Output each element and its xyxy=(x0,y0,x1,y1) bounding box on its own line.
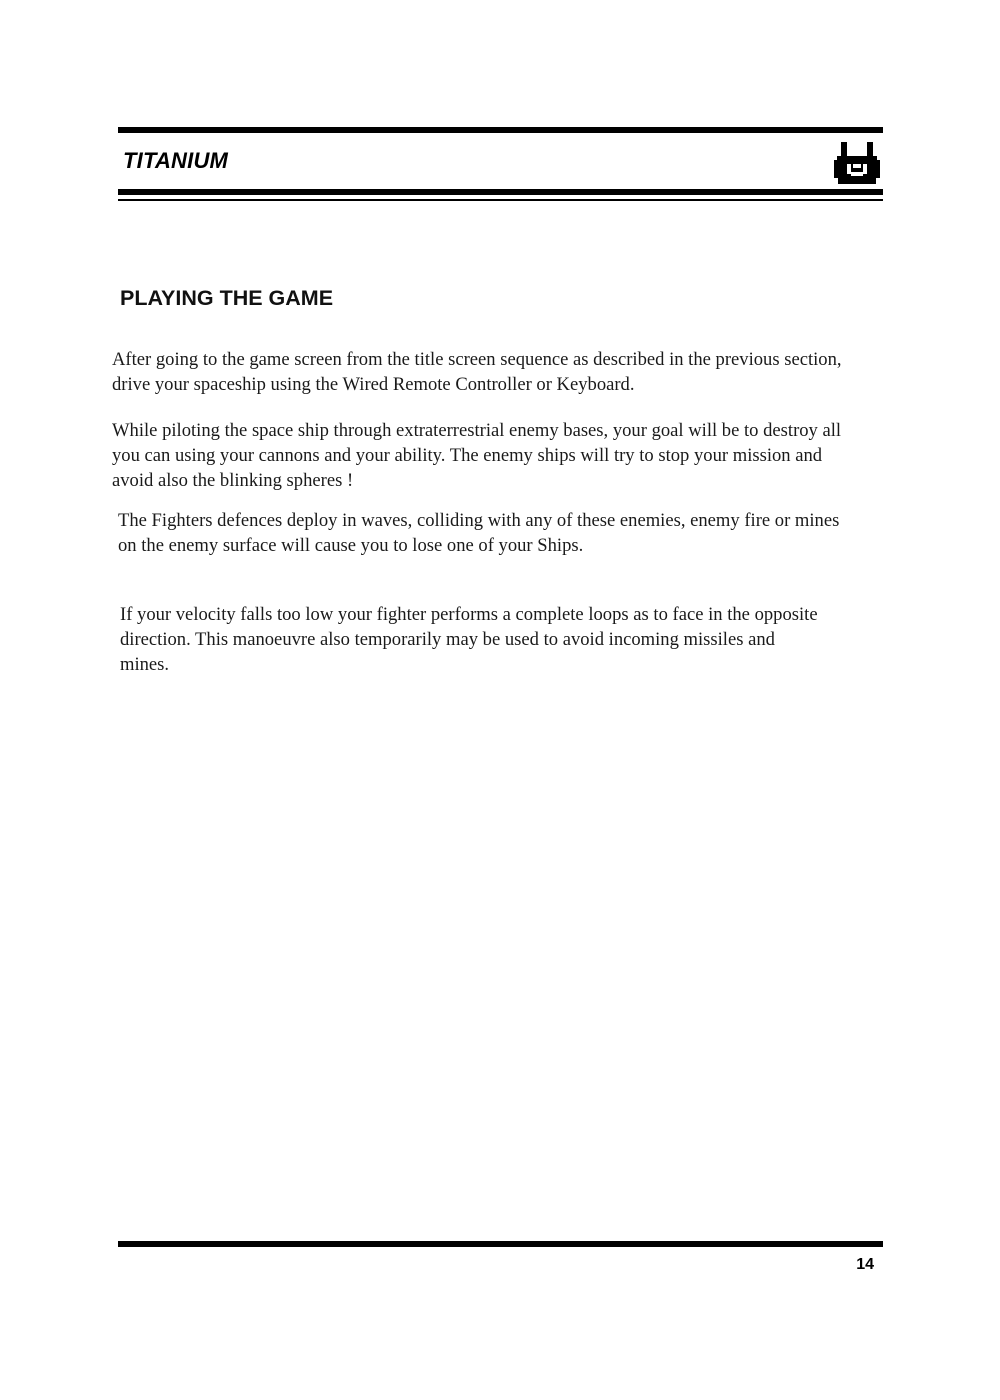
paragraph-goal xyxy=(112,418,902,493)
paragraph-line: on the enemy surface will cause you to lose one of your Ships. xyxy=(118,535,584,556)
paragraph-line: you can using your cannons and your ability. The enemy ships will try to stop your mission and xyxy=(112,445,823,466)
paragraph-line: mines. xyxy=(120,654,170,675)
paragraph-velocity xyxy=(120,602,880,677)
paragraph-line: While piloting the space ship through extraterrestrial enemy bases, your goal will be to destroy all xyxy=(112,420,842,441)
paragraph-line: After going to the game screen from the title screen sequence as described in the previous section, xyxy=(112,349,842,370)
section-heading: PLAYING THE GAME xyxy=(120,286,334,310)
header-rule-bottom xyxy=(118,189,883,195)
footer-rule xyxy=(118,1241,883,1247)
page-number: 14 xyxy=(856,1256,874,1273)
header-rule-bottom-thin xyxy=(118,199,883,201)
paragraph-line: drive your spaceship using the Wired Remote Controller or Keyboard. xyxy=(112,374,635,395)
paragraph-line: The Fighters defences deploy in waves, colliding with any of these enemies, enemy fire or mines xyxy=(118,510,840,531)
header-rule-top xyxy=(118,127,883,133)
paragraph-line: If your velocity falls too low your fighter performs a complete loops as to face in the opposite xyxy=(120,604,818,625)
paragraph-intro xyxy=(112,347,902,397)
running-header-title: TITANIUM xyxy=(123,148,229,173)
spaceship-logo-icon xyxy=(834,142,880,186)
paragraph-line: avoid also the blinking spheres ! xyxy=(112,470,354,491)
paragraph-enemies xyxy=(118,508,908,558)
paragraph-line: direction. This manoeuvre also temporarily may be used to avoid incoming missiles and xyxy=(120,629,775,650)
